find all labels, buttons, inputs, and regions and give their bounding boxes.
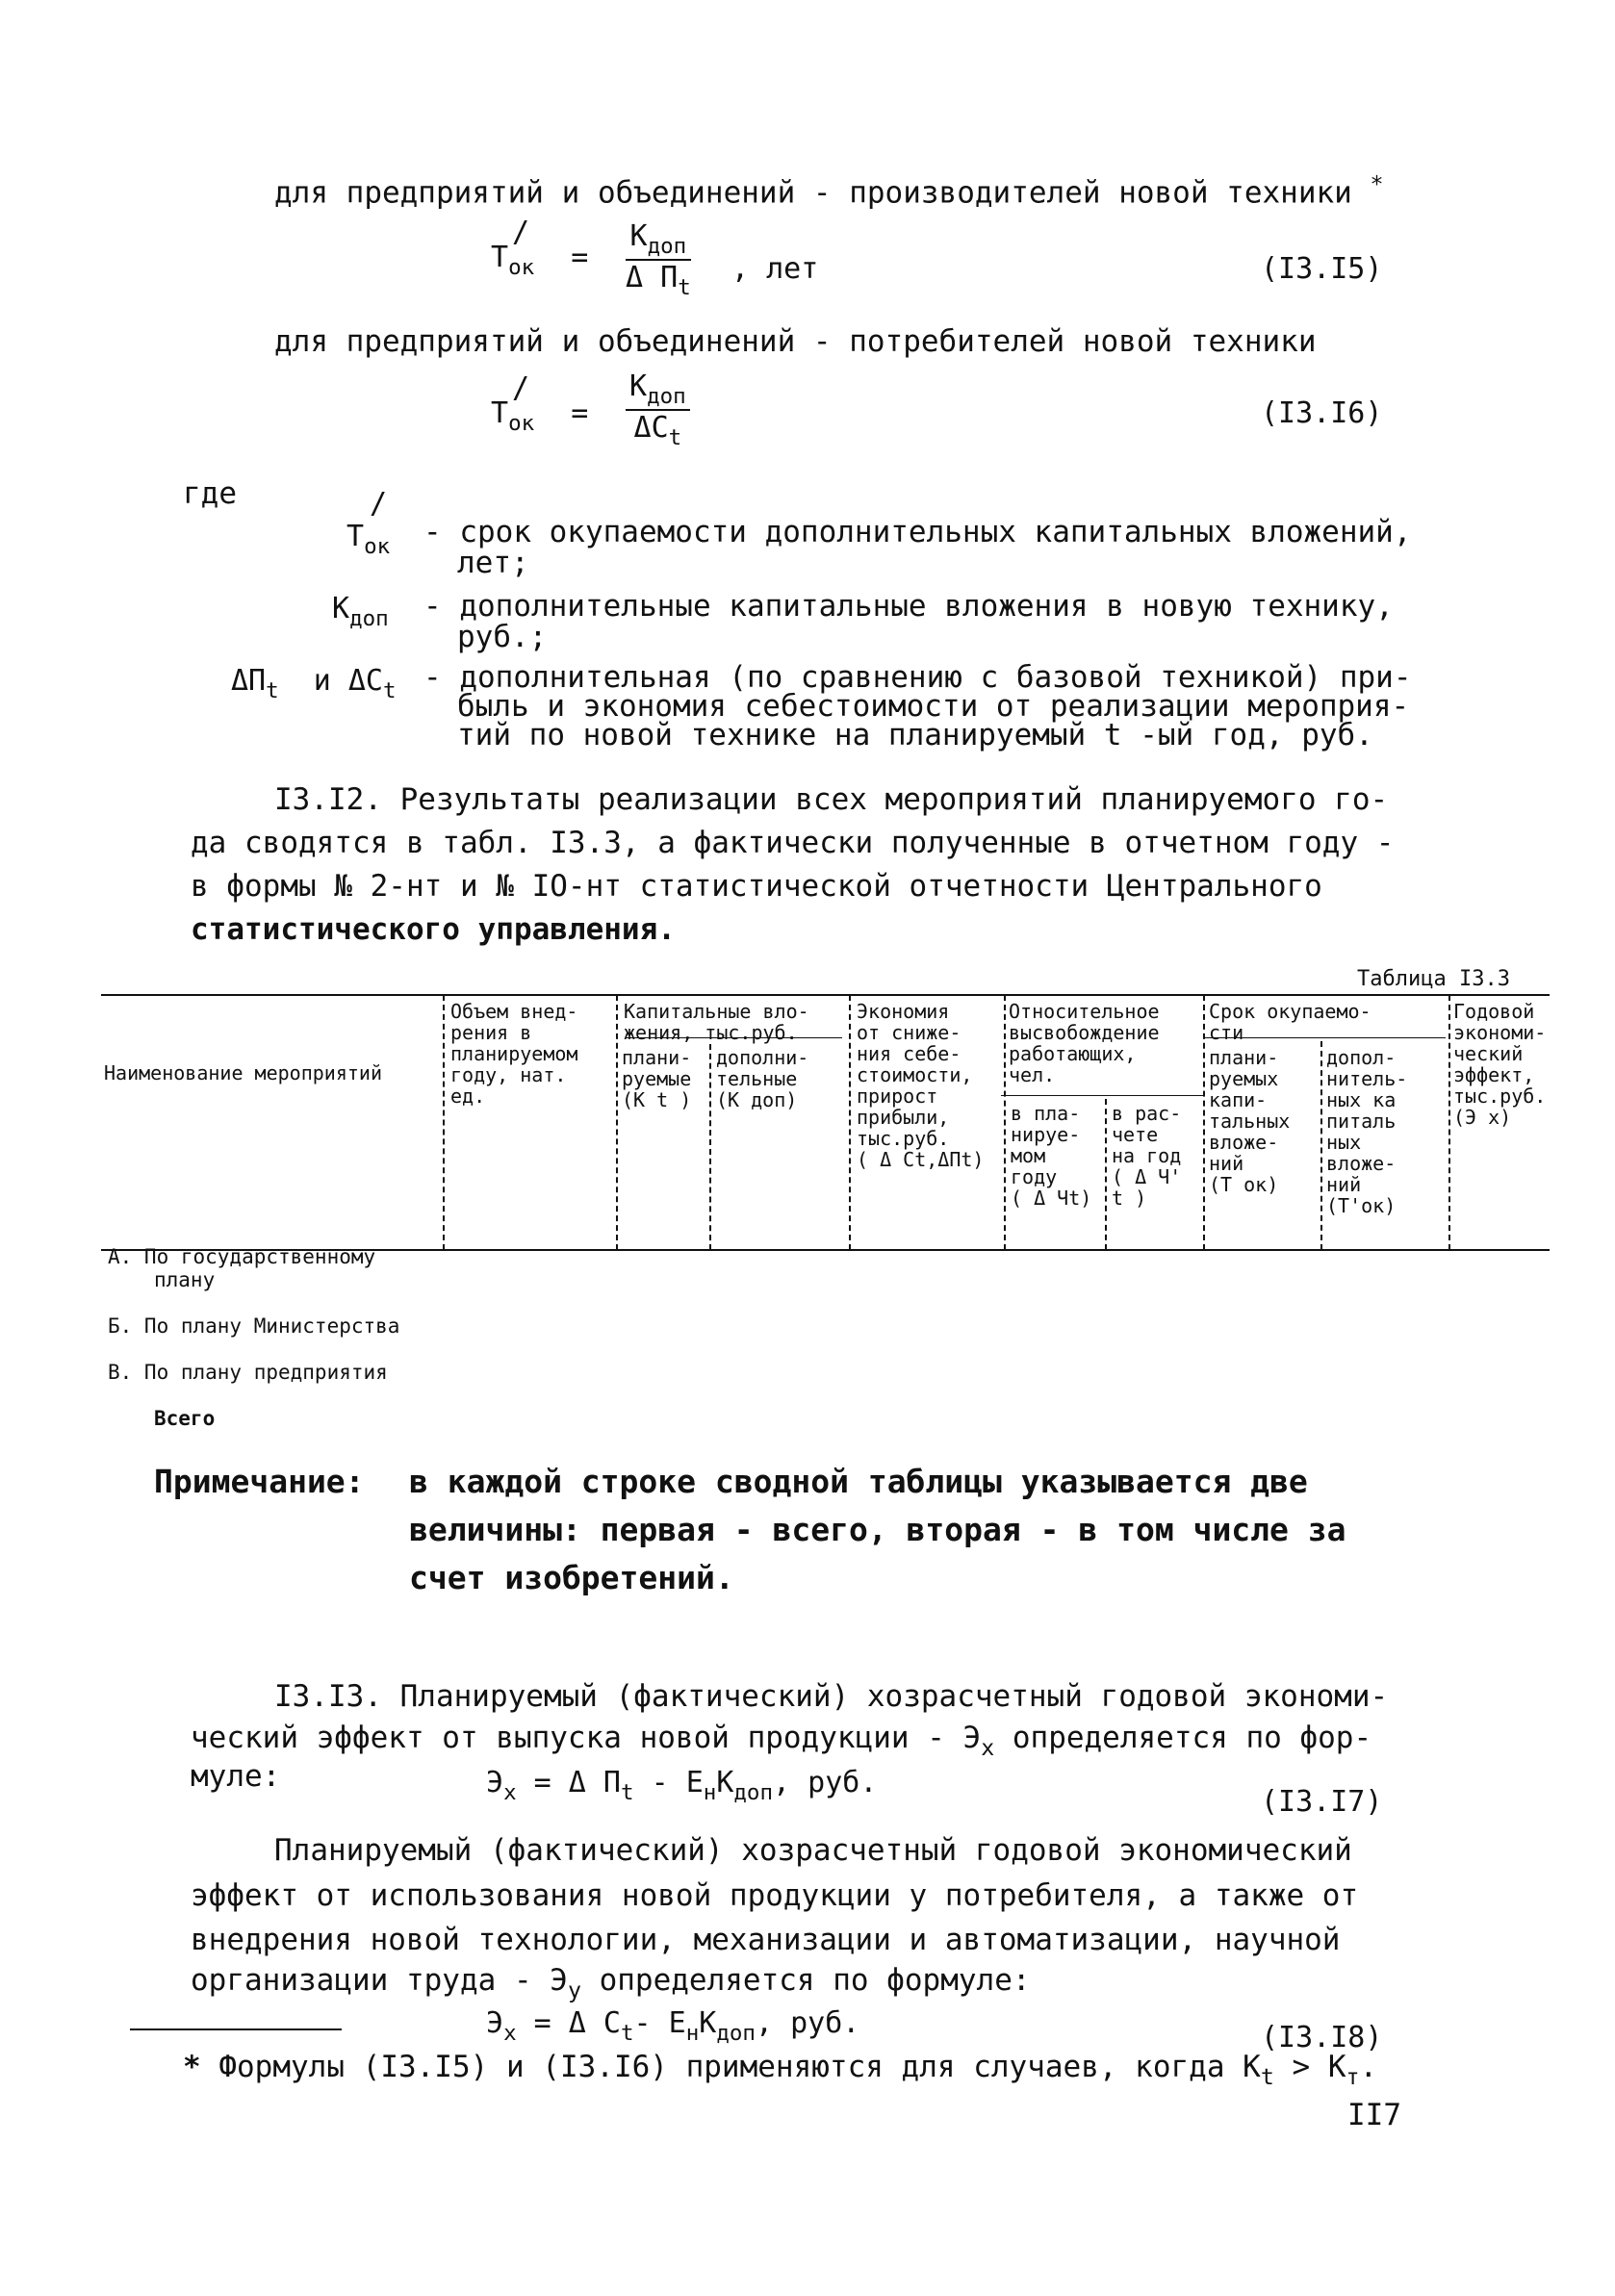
th-release-calc: в рас- чете на год ( Δ Ч' t )	[1112, 1102, 1182, 1210]
formula-13-17: $Э_х = \Delta$ $П_t - Е_нК_{доп}$, руб.	[486, 1766, 878, 1805]
def-text-Tok-2: лет;	[457, 546, 529, 580]
col-divider-1	[443, 995, 445, 1250]
col-divider-2b	[709, 1044, 711, 1250]
footnote-rule	[130, 2028, 342, 2030]
intro-line-consumers: для предприятий и объединений - потребителей новой техники	[274, 324, 1317, 359]
th-payback-add: допол- нитель- ных ка питаль ных вложе- ний (Т'ок)	[1326, 1046, 1408, 1217]
footnote-marker: *	[1370, 171, 1384, 197]
formula-13-15-number: (I3.I5)	[1261, 252, 1383, 286]
table-row-enterprise: В. По плану предприятия	[108, 1361, 388, 1384]
formula-13-16-number: (I3.I6)	[1261, 396, 1383, 430]
formula-13-18-number: (I3.I8)	[1261, 2021, 1383, 2054]
para-1313b-line4: организации труда - $Э_у$ определяется по формуле:	[191, 1963, 1031, 2004]
def-text-Kdop-2: руб.;	[457, 620, 548, 654]
col-divider-5	[1203, 995, 1205, 1250]
para-1313-line3: муле:	[191, 1759, 281, 1794]
page-number: II7	[1347, 2098, 1401, 2132]
para-1312-line1: I3.I2. Результаты реализации всех мероприятий планируемого го-	[274, 782, 1389, 817]
note-label: Примечание:	[154, 1463, 365, 1500]
def-symbol-Tok: $Т_{ок}$ /	[346, 487, 391, 559]
para-1313b-line3: внедрения новой технологии, механизации и автоматизации, научной	[191, 1923, 1341, 1957]
table-row-state-plan-2: плану	[154, 1268, 216, 1291]
def-text-dP-2: быль и экономия себестоимости от реализации мероприя-	[457, 689, 1410, 724]
def-text-Kdop-1: - дополнительные капитальные вложения в новую технику,	[423, 589, 1394, 624]
def-text-dP-3: тий по новой технике на планируемый t -ый год, руб.	[457, 718, 1373, 753]
col-divider-3	[849, 995, 851, 1250]
th-capital: Капитальные вло- жения, тыс.руб.	[624, 1000, 809, 1044]
def-text-Tok-1: - срок окупаемости дополнительных капитальных вложений,	[423, 515, 1412, 549]
table-row-state-plan: А. По государственному	[108, 1245, 376, 1268]
col-divider-6	[1448, 995, 1450, 1250]
para-1313-line2: ческий эффект от выпуска новой продукции - $Э_х$ определяется по фор-	[191, 1721, 1372, 1762]
th-name: Наименование мероприятий	[104, 1061, 382, 1084]
col-divider-4	[1004, 995, 1006, 1250]
def-text-dP-1: - дополнительная (по сравнению с базовой техникой) при-	[423, 660, 1412, 695]
formula-13-18: $Э_х = \Delta$ $С_t-$ $Е_нК_{доп}$, руб.	[486, 2006, 860, 2046]
col-divider-2	[616, 995, 618, 1250]
para-1313-line1: I3.I3. Планируемый (фактический) хозрасчетный годовой экономи-	[274, 1679, 1389, 1714]
th-capital-plan: плани- руемые (К t )	[622, 1046, 692, 1111]
where-label: где	[183, 476, 237, 511]
intro-line-producers: для предприятий и объединений - производителей новой техники *	[274, 171, 1384, 211]
para-1313b-line2: эффект от использования новой продукции у потребителя, а также от	[191, 1878, 1359, 1913]
th-economy: Экономия от сниже- ния себе- стоимости, прирост прибыли, тыс.руб. ( Δ Сt,ΔПt)	[857, 1000, 985, 1171]
th-release-plan: в пла- нируе- мом году ( Δ Чt)	[1011, 1102, 1092, 1210]
note-line3: счет изобретений.	[409, 1559, 734, 1596]
formula-13-17-number: (I3.I7)	[1261, 1785, 1383, 1819]
col-divider-4b	[1105, 1099, 1107, 1250]
def-symbol-dP-dC: $\Delta П_t$ и $\Delta С_t$	[231, 664, 397, 703]
formula-13-16-fraction: $К_{доп}$ $\Delta С_t$	[626, 370, 690, 450]
note-line1: в каждой строке сводной таблицы указывается две	[409, 1463, 1308, 1500]
formula-13-15-lhs: $Т_{ок}$ / =	[491, 216, 589, 280]
th-capital-add: дополни- тельные (К доп)	[716, 1046, 809, 1111]
para-1312-line2: да сводятся в табл. I3.3, а фактически полученные в отчетном году -	[191, 826, 1395, 860]
th-volume: Объем внед- рения в планируемом году, нат. ед.	[450, 1000, 578, 1108]
th-release: Относительное высвобождение работающих, чел.	[1009, 1000, 1160, 1086]
footnote: * Формулы (I3.I5) и (I3.I6) применяются для случаев, когда $К_t > К_т$.	[183, 2050, 1378, 2091]
para-1312-line3: в формы № 2-нт и № IO-нт статистической отчетности Центрального	[191, 869, 1322, 904]
col-divider-5b	[1320, 1041, 1322, 1250]
def-symbol-Kdop: $К_{доп}$	[332, 592, 389, 631]
th-payback-plan: плани- руемых капи- тальных вложе- ний (Т ок)	[1209, 1046, 1291, 1196]
formula-13-15-fraction: $К_{доп}$ Δ $П_t$	[626, 219, 691, 300]
formula-13-15-unit: , лет	[731, 252, 819, 286]
table-caption: Таблица I3.3	[1357, 967, 1510, 991]
table-row-ministry: Б. По плану Министерства	[108, 1314, 400, 1338]
table-top-rule	[101, 994, 1550, 996]
th-annual: Годовой экономи- ческий эффект, тыс.руб. (Э х)	[1453, 1000, 1547, 1129]
note-line2: величины: первая - всего, вторая - в том числе за	[409, 1511, 1346, 1548]
release-subheader-rule	[1001, 1095, 1203, 1096]
para-1313b-line1: Планируемый (фактический) хозрасчетный годовой экономический	[274, 1833, 1352, 1868]
formula-13-16-lhs: $Т_{ок}$ / =	[491, 371, 589, 436]
para-1312-line4: статистического управления.	[191, 912, 676, 947]
table-row-total: Всего	[154, 1407, 216, 1430]
th-payback: Срок окупаемо- сти	[1209, 1000, 1371, 1044]
